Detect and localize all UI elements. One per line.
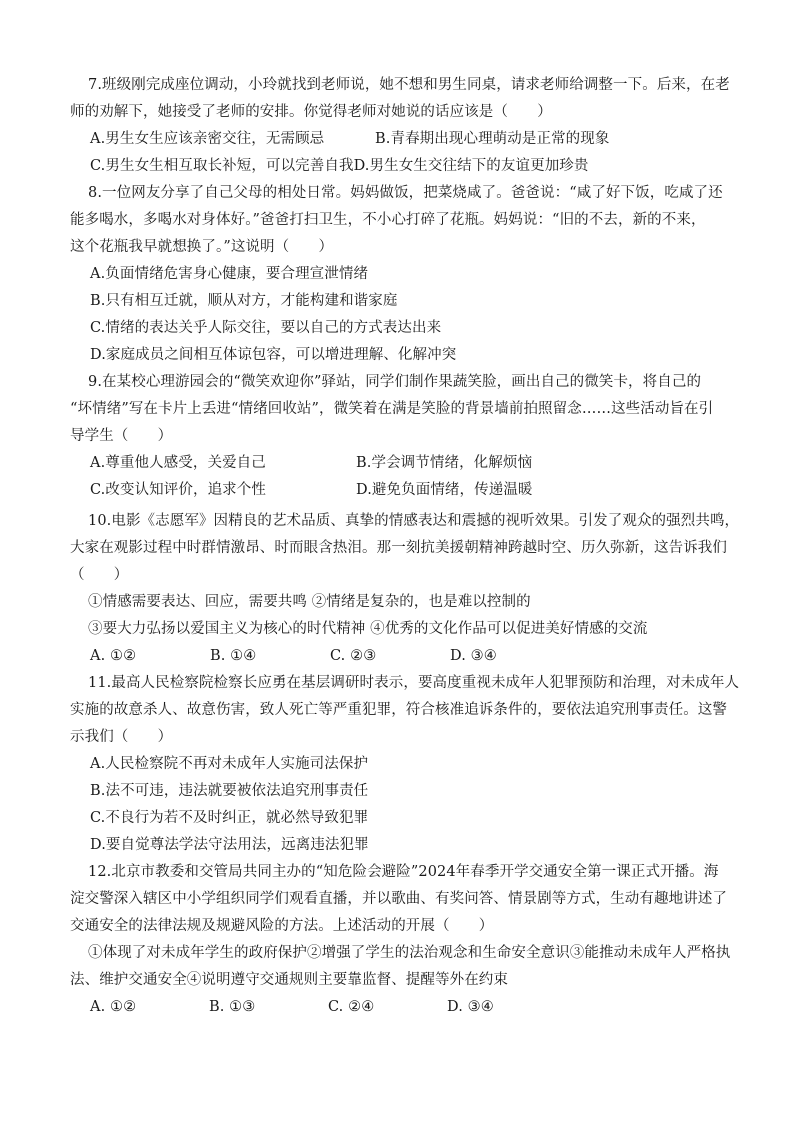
q7-options-row-1 (70, 126, 720, 153)
q11-option-a[interactable]: A.人民检察院不再对未成年人实施司法保护 (90, 756, 369, 772)
q12-options-row (70, 994, 720, 1021)
q7-stem-line: 7.班级刚完成座位调动，小玲就找到老师说，她不想和男生同桌，请求老师给调整一下。后来，在老 (88, 77, 730, 93)
q11-stem-line: 11.最高人民检察院检察长应勇在基层调研时表示，要高度重视未成年人犯罪预防和治理，对未成年人 (88, 675, 740, 691)
q12-statement: ①体现了对未成年学生的政府保护②增强了学生的法治观念和生命安全意识③能推动未成年人严格执 (88, 945, 731, 961)
q7-options-row-2 (70, 153, 720, 180)
q9-stem-line: “坏情绪”写在卡片上丢进“情绪回收站”，微笑着在满是笑脸的背景墙前拍照留念……这些活动旨在引 (70, 401, 714, 417)
q10-stem-line: 10.电影《志愿军》因精良的艺术品质、真挚的情感表达和震撼的视听效果。引发了观众的强烈共鸣， (88, 513, 740, 529)
q10-options-row (70, 643, 720, 670)
question-9 (70, 369, 720, 504)
q9-option-b[interactable]: B.学会调节情绪，化解烦恼 (356, 455, 533, 471)
q7-option-d[interactable]: D.男生女生交往结下的友谊更加珍贵 (353, 158, 589, 174)
q11-stem-line: 示我们（ ） (70, 729, 173, 745)
q9-option-a[interactable]: A.尊重他人感受，关爱自己 (90, 455, 266, 471)
q11-option-d[interactable]: D.要自觉尊法学法守法用法，远离违法犯罪 (90, 837, 369, 853)
q9-options-row-2 (70, 477, 720, 504)
question-12 (70, 859, 731, 1021)
q8-stem-line: 这个花瓶我早就想换了。”这说明（ ） (70, 239, 334, 255)
q12-option-a[interactable]: A. ①② (90, 999, 137, 1015)
q10-option-c[interactable]: C. ②③ (330, 648, 377, 664)
q9-option-d[interactable]: D.避免负面情绪，传递温暖 (356, 482, 533, 498)
q9-stem-line: 导学生（ ） (70, 428, 173, 444)
q8-option-d[interactable]: D.家庭成员之间相互体谅包容，可以增进理解、化解冲突 (90, 347, 457, 363)
q7-stem-line: 师的劝解下，她接受了老师的安排。你觉得老师对她说的话应该是（ ） (70, 104, 552, 120)
q12-stem-line: 交通安全的法律法规及规避风险的方法。上述活动的开展（ ） (70, 918, 494, 934)
q7-option-a[interactable]: A.男生女生应该亲密交往，无需顾忌 (90, 131, 325, 147)
q7-option-c[interactable]: C.男生女生相互取长补短，可以完善自我 (90, 158, 354, 174)
question-8 (70, 180, 723, 369)
q12-option-d[interactable]: D. ③④ (447, 999, 494, 1015)
q8-stem-line: 8.一位网友分享了自己父母的相处日常。妈妈做饭，把菜烧咸了。爸爸说：“咸了好下饭，吃咸了还 (88, 185, 723, 201)
q10-option-b[interactable]: B. ①④ (210, 648, 257, 664)
q9-stem-line: 9.在某校心理游园会的“微笑欢迎你”驿站，同学们制作果蔬笑脸，画出自己的微笑卡，将自己的 (88, 374, 702, 390)
q12-option-b[interactable]: B. ①③ (209, 999, 256, 1015)
q12-option-c[interactable]: C. ②④ (328, 999, 375, 1015)
q8-option-b[interactable]: B.只有相互迁就，顺从对方，才能构建和谐家庭 (90, 293, 398, 309)
q10-statement: ①情感需要表达、回应，需要共鸣 ②情绪是复杂的，也是难以控制的 (88, 594, 531, 610)
question-7 (70, 72, 730, 180)
q8-option-c[interactable]: C.情绪的表达关乎人际交往，要以自己的方式表达出来 (90, 320, 442, 336)
q12-statement: 法、维护交通安全④说明遵守交通规则主要靠监督、提醒等外在约束 (70, 972, 508, 988)
q9-options-row-1 (70, 450, 720, 477)
question-11 (70, 670, 740, 859)
q7-option-b[interactable]: B.青春期出现心理萌动是正常的现象 (375, 131, 610, 147)
q11-option-b[interactable]: B.法不可违，违法就要被依法追究刑事责任 (90, 783, 369, 799)
q12-stem-line: 12.北京市教委和交管局共同主办的“知危险会避险”2024年春季开学交通安全第一课正式开播。海 (88, 864, 719, 880)
question-10 (70, 508, 740, 670)
q8-option-a[interactable]: A.负面情绪危害身心健康，要合理宣泄情绪 (90, 266, 369, 282)
q10-stem-line: （ ） (70, 567, 129, 583)
q10-option-a[interactable]: A. ①② (90, 648, 137, 664)
q11-stem-line: 实施的故意杀人、故意伤害，致人死亡等严重犯罪，符合核准追诉条件的，要依法追究刑事责任。这警 (70, 702, 727, 718)
q11-option-c[interactable]: C.不良行为若不及时纠正，就必然导致犯罪 (90, 810, 369, 826)
q9-option-c[interactable]: C.改变认知评价，追求个性 (90, 482, 266, 498)
q10-option-d[interactable]: D. ③④ (450, 648, 497, 664)
q10-statement: ③要大力弘扬以爱国主义为核心的时代精神 ④优秀的文化作品可以促进美好情感的交流 (88, 621, 648, 637)
q8-stem-line: 能多喝水，多喝水对身体好。”爸爸打扫卫生，不小心打碎了花瓶。妈妈说：“旧的不去，新的不来， (70, 212, 706, 228)
q12-stem-line: 淀交警深入辖区中小学组织同学们观看直播，并以歌曲、有奖问答、情景剧等方式，生动有趣地讲述了 (70, 891, 727, 907)
q10-stem-line: 大家在观影过程中时群情激昂、时而眼含热泪。那一刻抗美援朝精神跨越时空、历久弥新，这告诉我们 (70, 540, 727, 556)
